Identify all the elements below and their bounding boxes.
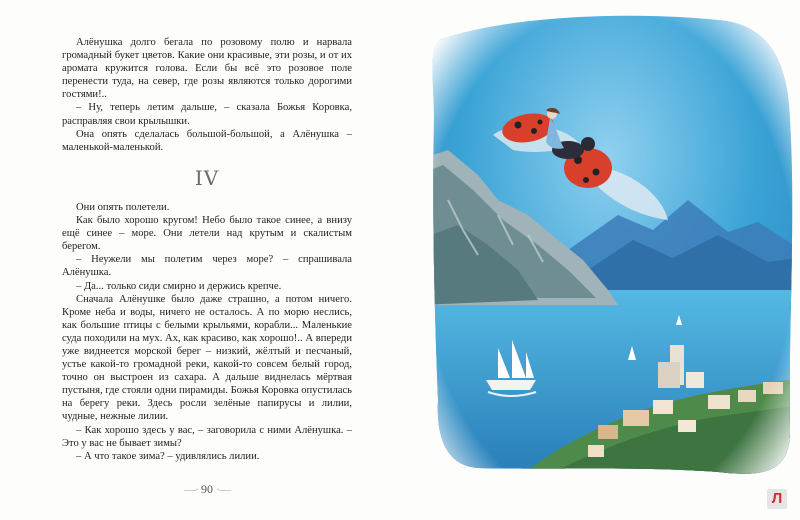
page-number-dash-right: ·— [216,482,230,496]
chapter-roman-numeral: IV [194,165,220,190]
paragraph: Они опять полетели. [76,201,170,213]
paragraph: Алёнушка долго бегала по розовому полю и нарвала громадный букет цветов. Какие они красивые, эти розы, и от их аромата кружится голова. Если бы всё это розовое поле перенести туда, на север, где розы являются только дорогими гостями!.. [62,37,352,101]
paragraph: – А что такое зима? – удивлялись лилии. [76,450,260,462]
paragraph: Как было хорошо кругом! Небо было такое синее, а внизу ещё синее – море. Они летели над крутым и скалистым берегом. [62,215,352,253]
text-column [62,36,352,463]
paragraph: – Неужели мы полетим через море? – спрашивала Алёнушка. [62,254,352,279]
paragraph: – Да... только сиди смирно и держись крепче. [76,280,282,292]
paragraph: – Ну, теперь летим дальше, – сказала Божья Коровка, расправляя свои крылышки. [62,102,352,127]
publisher-logo: Л [767,489,787,509]
page-number-value: 90 [201,482,213,496]
paragraph: – Как хорошо здесь у вас, – заговорила с ними Алёнушка. – Это у вас не бывает зимы? [62,424,352,449]
paragraph: Она опять сделалась большой-большой, а Алёнушка – маленькой-маленькой. [62,128,352,153]
paragraph: Сначала Алёнушке было даже страшно, а потом ничего. Кроме неба и воды, ничего не осталось. А по морю неслись, как большие птицы с белыми крыльями, корабли... Маленькие суда походили на мух. Ах, как красиво, как хорошо!.. А впереди уже виднеется морской берег – низкий, жёлтый и песчаный, устье какой-то громадной реки, какой-то совсем белый город, точно он выстроен из сахара. А дальше виднелась мёртвая пустыня, где стояли одни пирамиды. Божья Коровка опустилась на берегу реки. Здесь росли зелёные папирусы и лилии, чудные, нежные лилии. [62,293,352,423]
page-number-dash-left: —· [184,482,198,496]
illustration-ladybug-over-sea [418,0,800,520]
page-number [0,482,414,497]
